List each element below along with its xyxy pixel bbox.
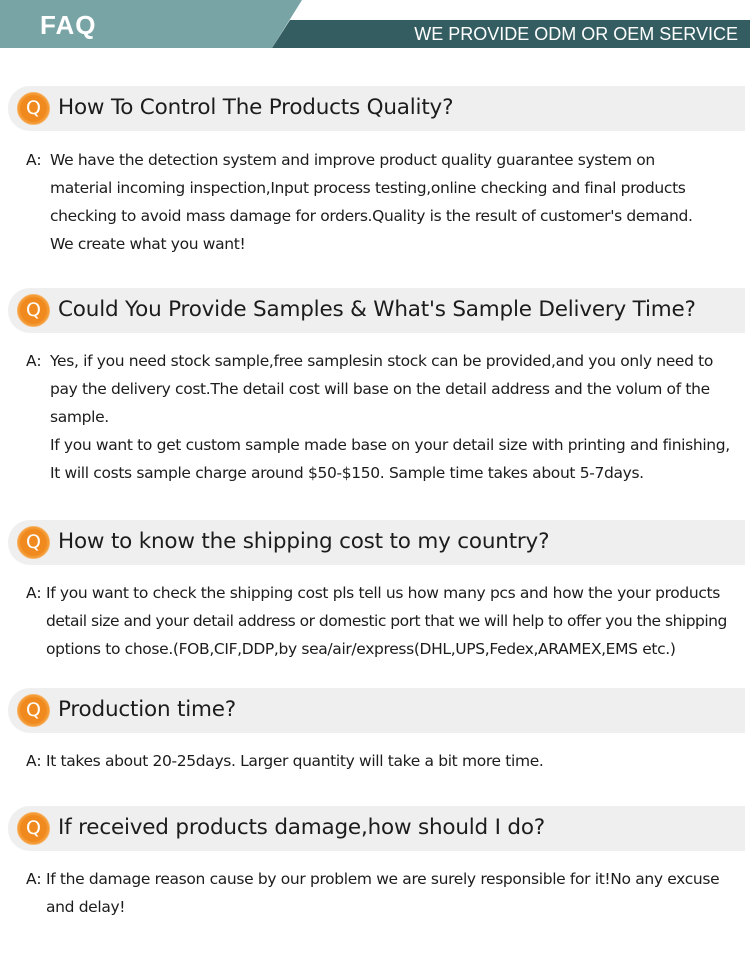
- answer-line: If you want to get custom sample made base on your detail size with printing and finishing,: [50, 436, 730, 454]
- answer-line: and delay!: [46, 898, 126, 916]
- answer-line: If the damage reason cause by our problem we are surely responsible for it!No any excuse: [46, 870, 720, 888]
- answer-line: checking to avoid mass damage for orders.Quality is the result of customer's demand.: [50, 207, 693, 225]
- q-icon: Q: [17, 526, 50, 559]
- question-text: Production time?: [58, 697, 237, 722]
- question-text: If received products damage,how should I do?: [58, 815, 546, 840]
- answer-line: sample.: [50, 408, 109, 426]
- answer-label: A:: [26, 584, 42, 602]
- answer-line: options to chose.(FOB,CIF,DDP,by sea/air/express(DHL,UPS,Fedex,ARAMEX,EMS etc.): [46, 640, 676, 658]
- answer-line: If you want to check the shipping cost pls tell us how many pcs and how the your products: [46, 584, 720, 602]
- faq-header: [0, 0, 750, 52]
- answer-label: A:: [26, 352, 42, 370]
- answer-line: Yes, if you need stock sample,free samplesin stock can be provided,and you only need to: [50, 352, 714, 370]
- q-icon: Q: [17, 294, 50, 327]
- q-icon: Q: [17, 92, 50, 125]
- question-text: How to know the shipping cost to my country?: [58, 529, 550, 554]
- answer-line: We have the detection system and improve product quality guarantee system on: [50, 151, 655, 169]
- answer-line: detail size and your detail address or domestic port that we will help to offer you the shipping: [46, 612, 727, 630]
- question-bar: [8, 86, 745, 131]
- answer-line: pay the delivery cost.The detail cost will base on the detail address and the volum of the: [50, 380, 710, 398]
- answer-line: We create what you want!: [50, 235, 246, 253]
- answer-line: It takes about 20-25days. Larger quantity will take a bit more time.: [46, 752, 544, 770]
- header-subtitle: WE PROVIDE ODM OR OEM SERVICE: [414, 24, 738, 44]
- page-title: FAQ: [40, 10, 97, 40]
- q-icon: Q: [17, 812, 50, 845]
- question-text: How To Control The Products Quality?: [58, 95, 454, 120]
- question-bar: [8, 688, 745, 733]
- answer-label: A:: [26, 870, 42, 888]
- answer-label: A:: [26, 151, 42, 169]
- answer-line: material incoming inspection,Input process testing,online checking and final products: [50, 179, 686, 197]
- question-bar: [8, 806, 745, 851]
- question-bar: [8, 288, 745, 333]
- q-icon: Q: [17, 694, 50, 727]
- question-bar: [8, 520, 745, 565]
- answer-label: A:: [26, 752, 42, 770]
- answer-line: It will costs sample charge around $50-$150. Sample time takes about 5-7days.: [50, 464, 644, 482]
- question-text: Could You Provide Samples & What's Sample Delivery Time?: [58, 297, 696, 322]
